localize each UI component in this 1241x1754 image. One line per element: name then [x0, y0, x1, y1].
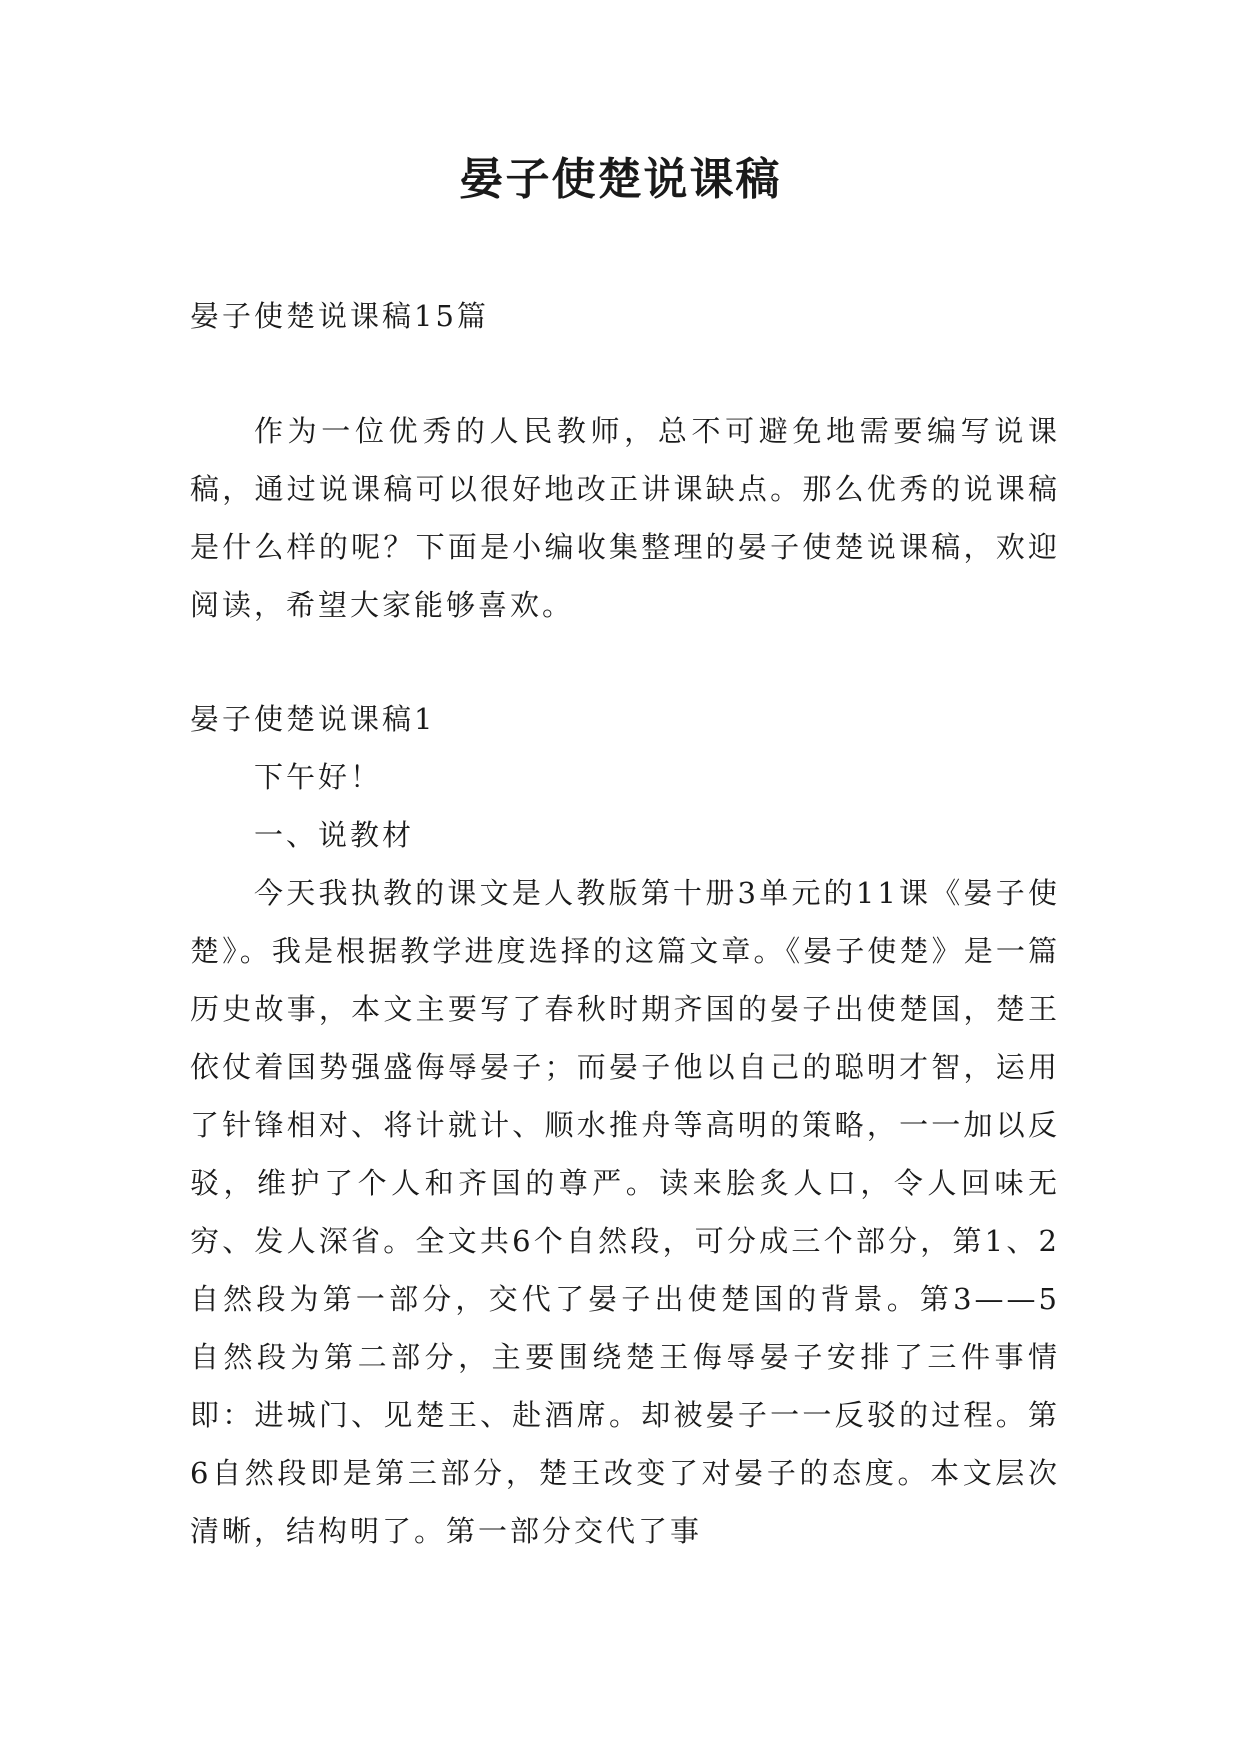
part-heading: 一、说教材 [254, 818, 415, 852]
document-subtitle: 晏子使楚说课稿15篇 [190, 299, 489, 333]
intro-paragraph: 作为一位优秀的人民教师，总不可避免地需要编写说课稿，通过说课稿可以很好地改正讲课缺点。那么优秀的说课稿是什么样的呢？下面是小编收集整理的晏子使楚说课稿，欢迎阅读，希望大家能够喜欢。 [190, 414, 1060, 622]
document-title: 晏子使楚说课稿 [459, 154, 782, 205]
greeting-line: 下午好！ [254, 760, 383, 794]
section-heading: 晏子使楚说课稿1 [190, 702, 436, 736]
main-paragraph: 今天我执教的课文是人教版第十册3单元的11课《晏子使楚》。我是根据教学进度选择的这篇文章。《晏子使楚》是一篇历史故事，本文主要写了春秋时期齐国的晏子出使楚国，楚王依仗着国势强盛侮辱晏子；而晏子他以自己的聪明才智，运用了针锋相对、将计就计、顺水推舟等高明的策略，一一加以反驳，维护了个人和齐国的尊严。读来脍炙人口，令人回味无穷、发人深省。全文共6个自然段，可分成三个部分，第1、2自然段为第一部分，交代了晏子出使楚国的背景。第3——5自然段为第二部分，主要围绕楚王侮辱晏子安排了三件事情即：进城门、见楚王、赴酒席。却被晏子一一反驳的过程。第6自然段即是第三部分，楚王改变了对晏子的态度。本文层次清晰，结构明了。第一部分交代了事 [190, 876, 1060, 1548]
